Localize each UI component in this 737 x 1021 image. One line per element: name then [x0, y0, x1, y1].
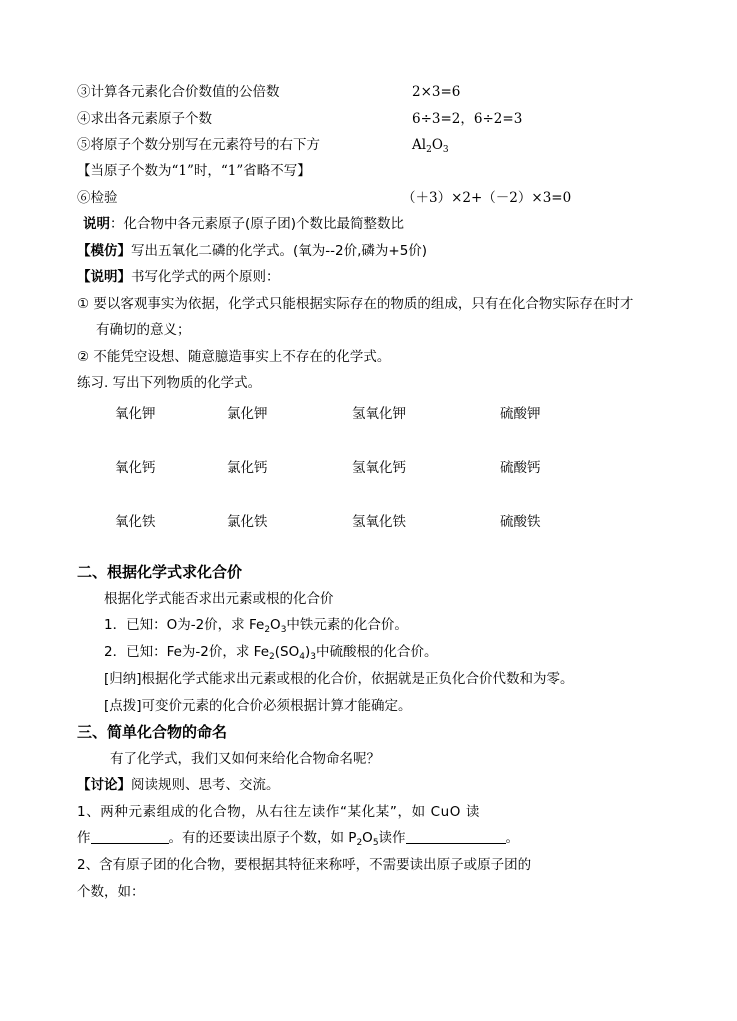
q2-text: )	[304, 644, 311, 660]
rule2-line2: 个数，如：	[77, 884, 145, 900]
rule1-text: O	[362, 830, 373, 846]
exercise-cell: 硫酸钙	[500, 460, 541, 476]
rule1-line2	[77, 829, 519, 847]
principles-title: 书写化学式的两个原则：	[131, 269, 280, 285]
step3-label: ③计算各元素化合价数值的公倍数	[77, 84, 280, 100]
exercise-cell: 氢氧化钙	[352, 460, 406, 476]
section2-q2	[104, 643, 437, 661]
exercise-title: 练习. 写出下列物质的化学式。	[77, 375, 262, 391]
q2-text: 中硫酸根的化合价。	[315, 644, 438, 660]
answer-blank[interactable]	[91, 829, 169, 844]
formula-sub: 2	[426, 145, 432, 155]
step6-label: ⑥检验	[77, 190, 118, 206]
q2-sub: 3	[310, 652, 316, 662]
imitate-text: 写出五氧化二磷的化学式。(氧为--2价,磷为+5价)	[131, 243, 428, 259]
q2-sub: 2	[269, 652, 275, 662]
answer-blank[interactable]	[406, 829, 506, 844]
imitate-tag: 【模仿】	[77, 243, 131, 259]
q1-sub: 3	[280, 625, 287, 635]
principle-1-line-1: ① 要以客观事实为依据，化学式只能根据实际存在的物质的组成，只有在化合物实际存在时才	[77, 296, 634, 312]
section3-intro: 有了化学式，我们又如何来给化合物命名呢？	[110, 751, 380, 767]
exercise-cell: 氧化钾	[115, 406, 156, 422]
rule1-sub: 5	[372, 838, 379, 848]
q1-text: 中铁元素的化合价。	[286, 617, 408, 633]
exercise-cell: 氯化铁	[227, 514, 268, 530]
exercise-cell: 氧化钙	[115, 460, 156, 476]
principle-1-line-2: 有确切的意义；	[96, 322, 191, 338]
exercise-cell: 氢氧化铁	[352, 514, 406, 530]
exercise-cell: 硫酸铁	[500, 514, 541, 530]
formula-al: Al	[412, 137, 427, 153]
rule1-text: 作	[77, 830, 91, 846]
explain-tag: 说明	[83, 216, 110, 232]
rule1-sub: 2	[356, 838, 363, 848]
q1-text: 1．已知：O为-2价，求 Fe	[104, 617, 265, 633]
section3-heading: 三、简单化合物的命名	[77, 723, 228, 741]
exercise-cell: 氧化铁	[115, 514, 156, 530]
imitate-line	[77, 242, 427, 260]
q1-sub: 2	[264, 625, 271, 635]
q1-text: O	[270, 617, 281, 633]
rule1-text: 读作	[378, 830, 406, 846]
exercise-cell: 氯化钾	[227, 406, 268, 422]
rule1-text: 。	[505, 830, 520, 846]
exercise-cell: 氢氧化钾	[352, 406, 406, 422]
rule2-line1: 2、含有原子团的化合物，要根据其特征来称呼，不需要读出原子或原子团的	[77, 857, 532, 873]
discuss-text: 阅读规则、思考、交流。	[131, 777, 280, 793]
principle-2: ② 不能凭空设想、随意臆造事实上不存在的化学式。	[77, 349, 391, 365]
step5-label: ⑤将原子个数分别写在元素符号的右下方	[77, 137, 320, 153]
exercise-cell: 氯化钙	[227, 460, 268, 476]
discuss-tag: 【讨论】	[77, 777, 131, 793]
step4-label: ④求出各元素原子个数	[77, 111, 212, 127]
step4-value: 6÷3=2，6÷2=3	[412, 111, 523, 127]
note-one-omitted: 【当原子个数为“1”时，“1”省略不写】	[77, 163, 311, 179]
section2-summary: [归纳]根据化学式能求出元素或根的化合价，依据就是正负化合价代数和为零。	[104, 671, 574, 687]
formula-sub: 3	[442, 145, 449, 155]
rule1-text: 。有的还要读出原子个数，如 P	[168, 830, 357, 846]
explain-text: ：化合物中各元素原子(原子团)个数比最简整数比	[110, 216, 405, 232]
section2-tip: [点拨]可变价元素的化合价必须根据计算才能确定。	[104, 698, 412, 714]
principles-title-line	[77, 268, 280, 286]
principles-tag: 【说明】	[77, 269, 131, 285]
section2-q1	[104, 616, 408, 634]
exercise-cell: 硫酸钾	[500, 406, 541, 422]
q2-sub: 4	[299, 652, 305, 662]
discuss-line	[77, 776, 280, 794]
rule1-line1: 1、两种元素组成的化合物，从右往左读作“某化某”，如 CuO 读	[77, 804, 480, 820]
q2-text: 2．已知：Fe为-2价，求 Fe	[104, 644, 270, 660]
step5-formula	[412, 136, 449, 154]
q2-text: (SO	[274, 644, 300, 660]
section2-heading: 二、根据化学式求化合价	[77, 563, 243, 581]
formula-o: O	[431, 137, 443, 153]
step6-value: （＋3）×2+（－2）×3=0	[402, 190, 572, 206]
section2-intro: 根据化学式能否求出元素或根的化合价	[104, 591, 334, 607]
step3-value: 2×3=6	[412, 84, 461, 100]
explain-line	[83, 215, 404, 233]
